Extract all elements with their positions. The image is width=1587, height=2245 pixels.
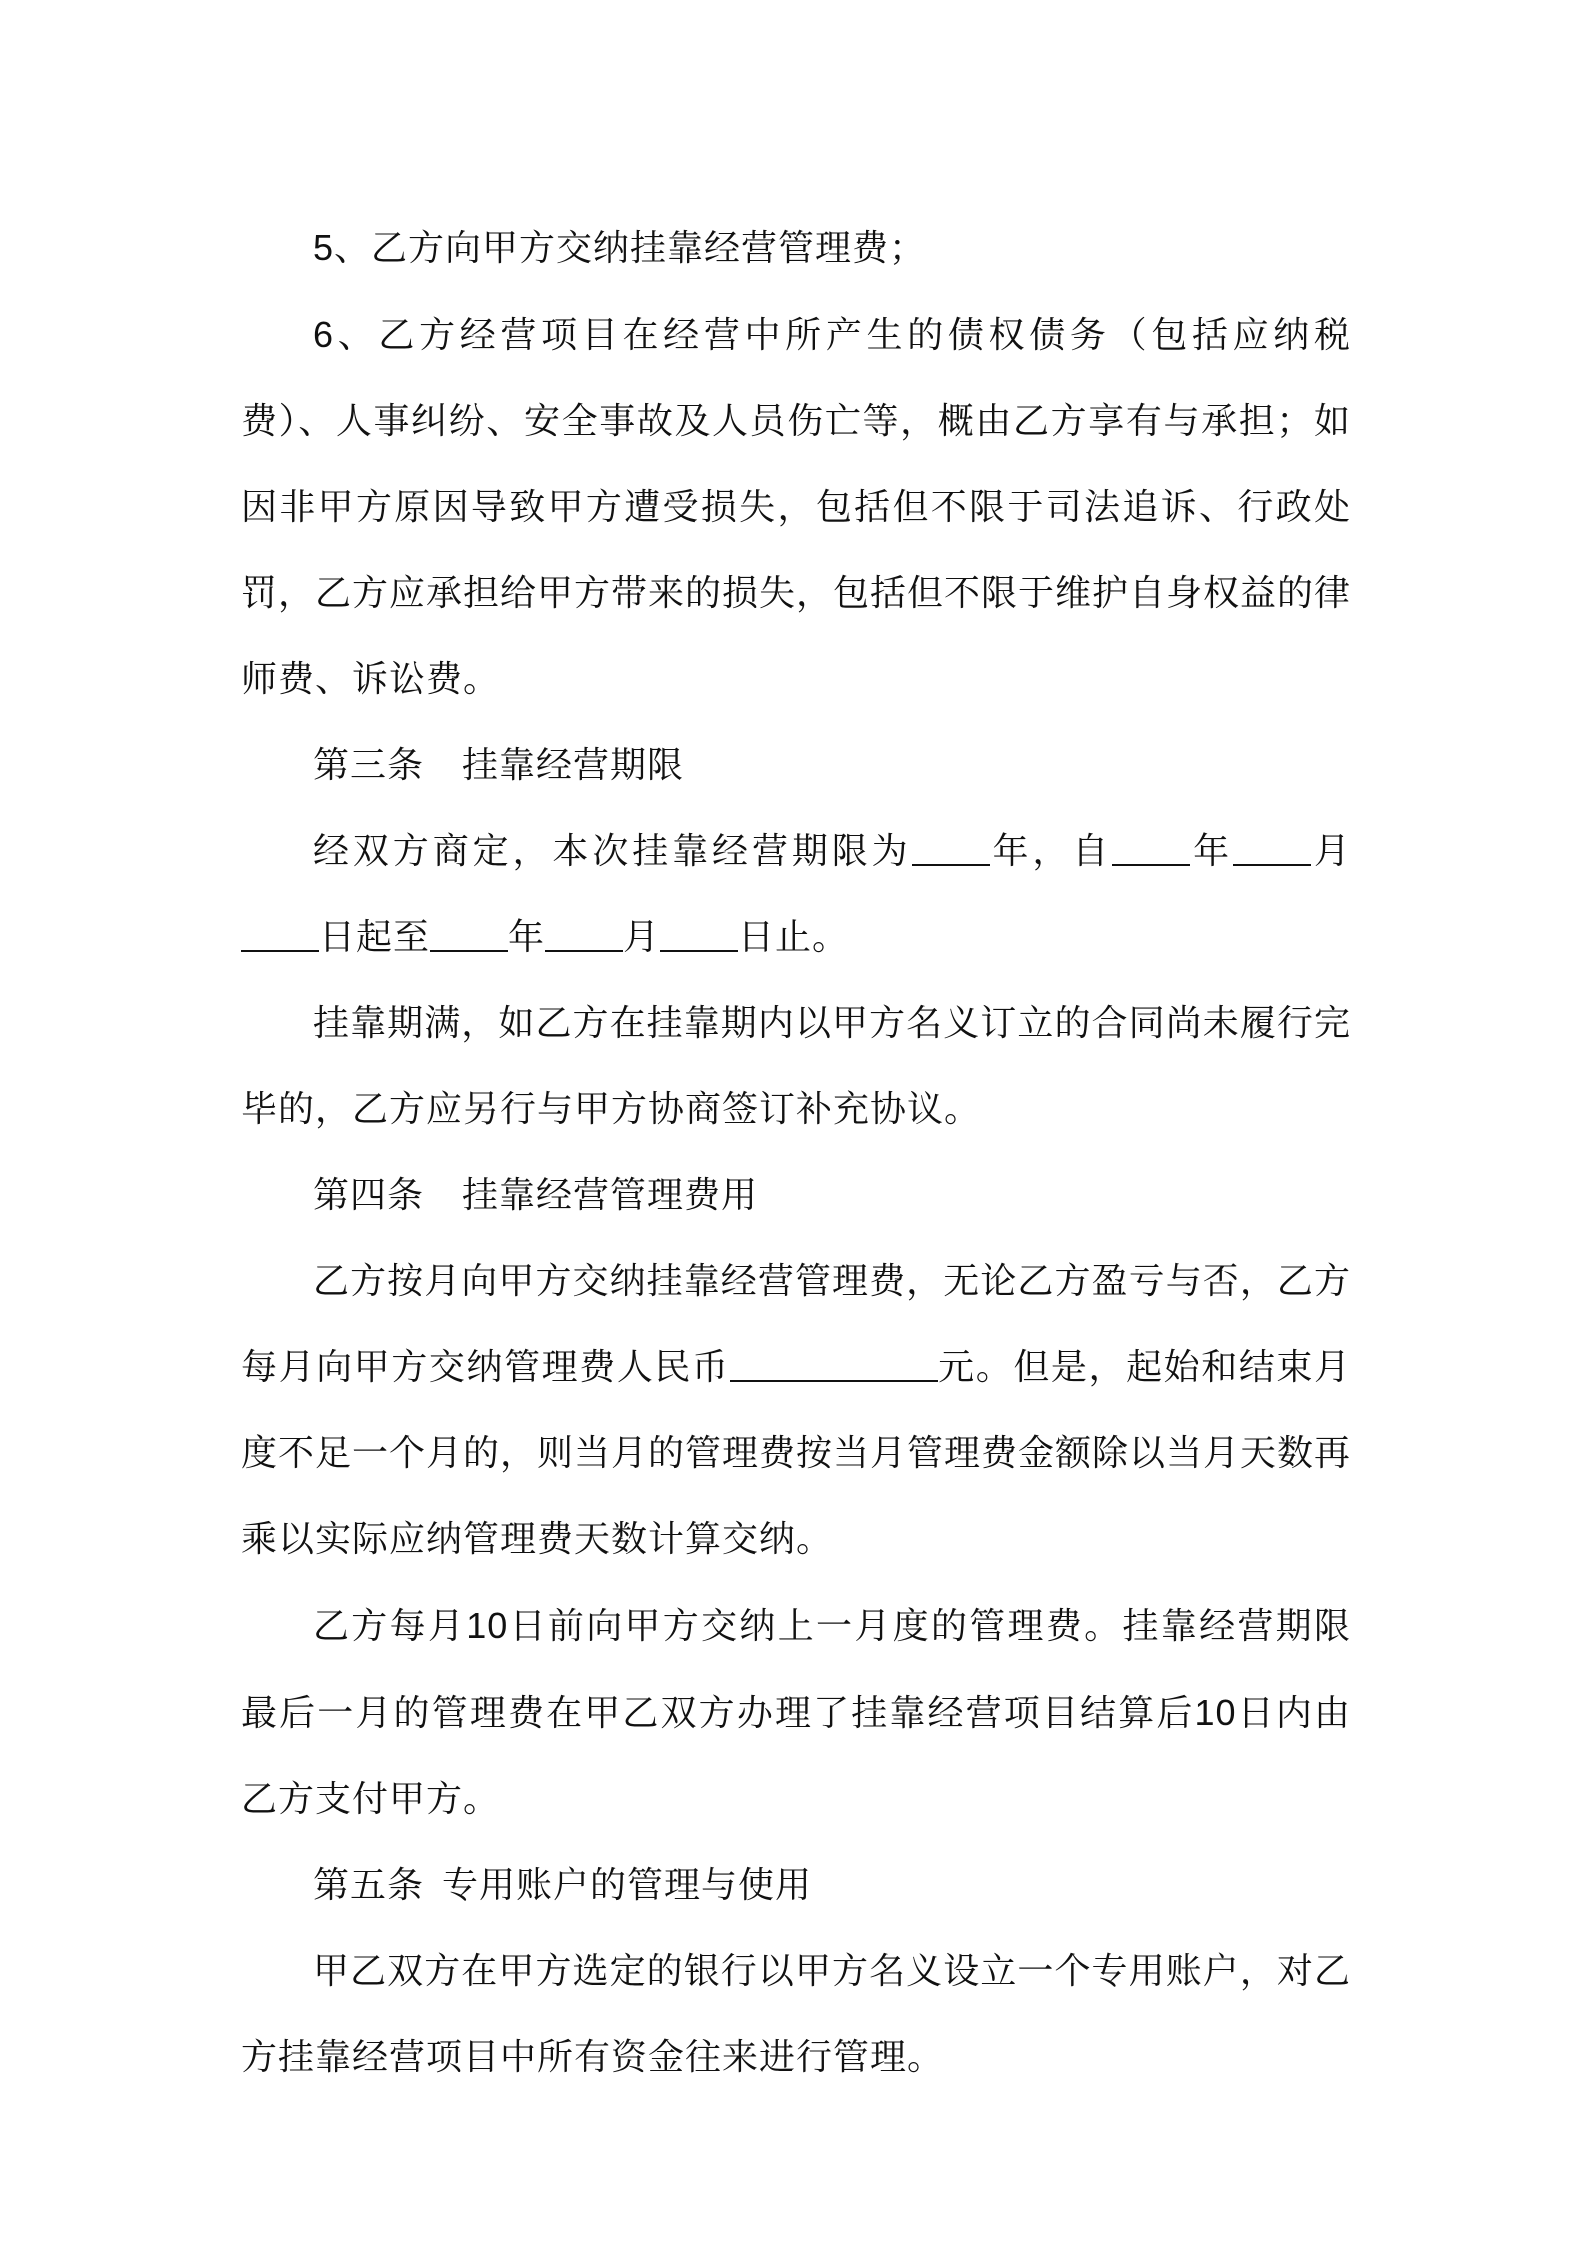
due-text-end: 日内由乙方支付甲方。 — [241, 1693, 1351, 1820]
clause-item-5 — [241, 205, 1351, 292]
term-text: 经双方商定，本次挂靠经营期限为 — [313, 831, 912, 872]
article-3-heading — [241, 723, 1351, 809]
end-month-blank[interactable] — [545, 914, 623, 952]
unit-year: 年 — [508, 917, 546, 958]
due-text: 乙方每月 — [313, 1606, 467, 1647]
article-label: 第四条 — [313, 1175, 425, 1216]
clause-text: 、乙方经营项目在经营中所产生的债权债务（包括应纳税费）、人事纠纷、安全事故及人员伤亡等，概由乙方享有与承担；如因非甲方原因导致甲方遭受损失，包括但不限于司法追诉、行政处罚，乙方应承担给甲方带来的损失，包括但不限于维护自身权益的律师费、诉讼费。 — [241, 315, 1352, 700]
article-label: 第三条 — [313, 745, 425, 786]
due-text-cont: 日前向甲方交纳上一月度的管理费。挂靠经营期限最后一月的管理费在甲乙双方办理了挂靠经营项目结算后 — [241, 1606, 1351, 1734]
article-5-heading — [241, 1843, 1351, 1929]
end-year-blank[interactable] — [430, 914, 508, 952]
settlement-day: 10 — [1194, 1692, 1237, 1733]
article-title: 挂靠经营期限 — [462, 745, 685, 786]
clause-item-6 — [241, 292, 1351, 723]
unit-day-from: 日起至 — [319, 917, 431, 958]
article-4-due — [241, 1583, 1351, 1843]
article-title: 挂靠经营管理费用 — [462, 1175, 759, 1216]
clause-number: 6 — [313, 314, 335, 355]
unit-month: 月 — [623, 917, 661, 958]
unit-year: 年 — [1190, 831, 1234, 872]
unit-month: 月 — [1311, 831, 1351, 872]
article-title: 专用账户的管理与使用 — [442, 1865, 813, 1906]
start-day-blank[interactable] — [241, 914, 319, 952]
article-5-body: 甲乙双方在甲方选定的银行以甲方名义设立一个专用账户，对乙方挂靠经营项目中所有资金往来进行管理。 — [241, 1951, 1351, 2078]
term-years-blank[interactable] — [912, 828, 990, 866]
clause-number: 5 — [313, 227, 335, 268]
due-day: 10 — [466, 1605, 509, 1646]
start-month-blank[interactable] — [1233, 828, 1311, 866]
article-label: 第五条 — [313, 1865, 425, 1906]
term-from: ，自 — [1032, 831, 1113, 872]
start-year-blank[interactable] — [1112, 828, 1190, 866]
article-4-heading — [241, 1153, 1351, 1239]
fee-amount-blank[interactable] — [730, 1344, 938, 1382]
end-day-blank[interactable] — [660, 914, 738, 952]
term-end: 日止。 — [738, 917, 850, 958]
article-3-term — [241, 809, 1351, 981]
fee-text-cont: 元。但是，起始和结束月度不足一个月的，则当月的管理费按当月管理费金额除以当月天数再乘以实际应纳管理费天数计算交纳。 — [241, 1347, 1352, 1560]
unit-year: 年 — [989, 831, 1033, 872]
article-3-expiry: 挂靠期满，如乙方在挂靠期内以甲方名义订立的合同尚未履行完毕的，乙方应另行与甲方协商签订补充协议。 — [241, 1003, 1351, 1130]
clause-text: 、乙方向甲方交纳挂靠经营管理费； — [334, 228, 927, 269]
fee-text: 乙方按月向甲方交纳挂靠经营管理费，无论乙方盈亏与否，乙方每月向甲方交纳管理费人民币 — [241, 1261, 1351, 1388]
article-4-fee — [241, 1239, 1351, 1583]
document-body — [241, 205, 1351, 2101]
